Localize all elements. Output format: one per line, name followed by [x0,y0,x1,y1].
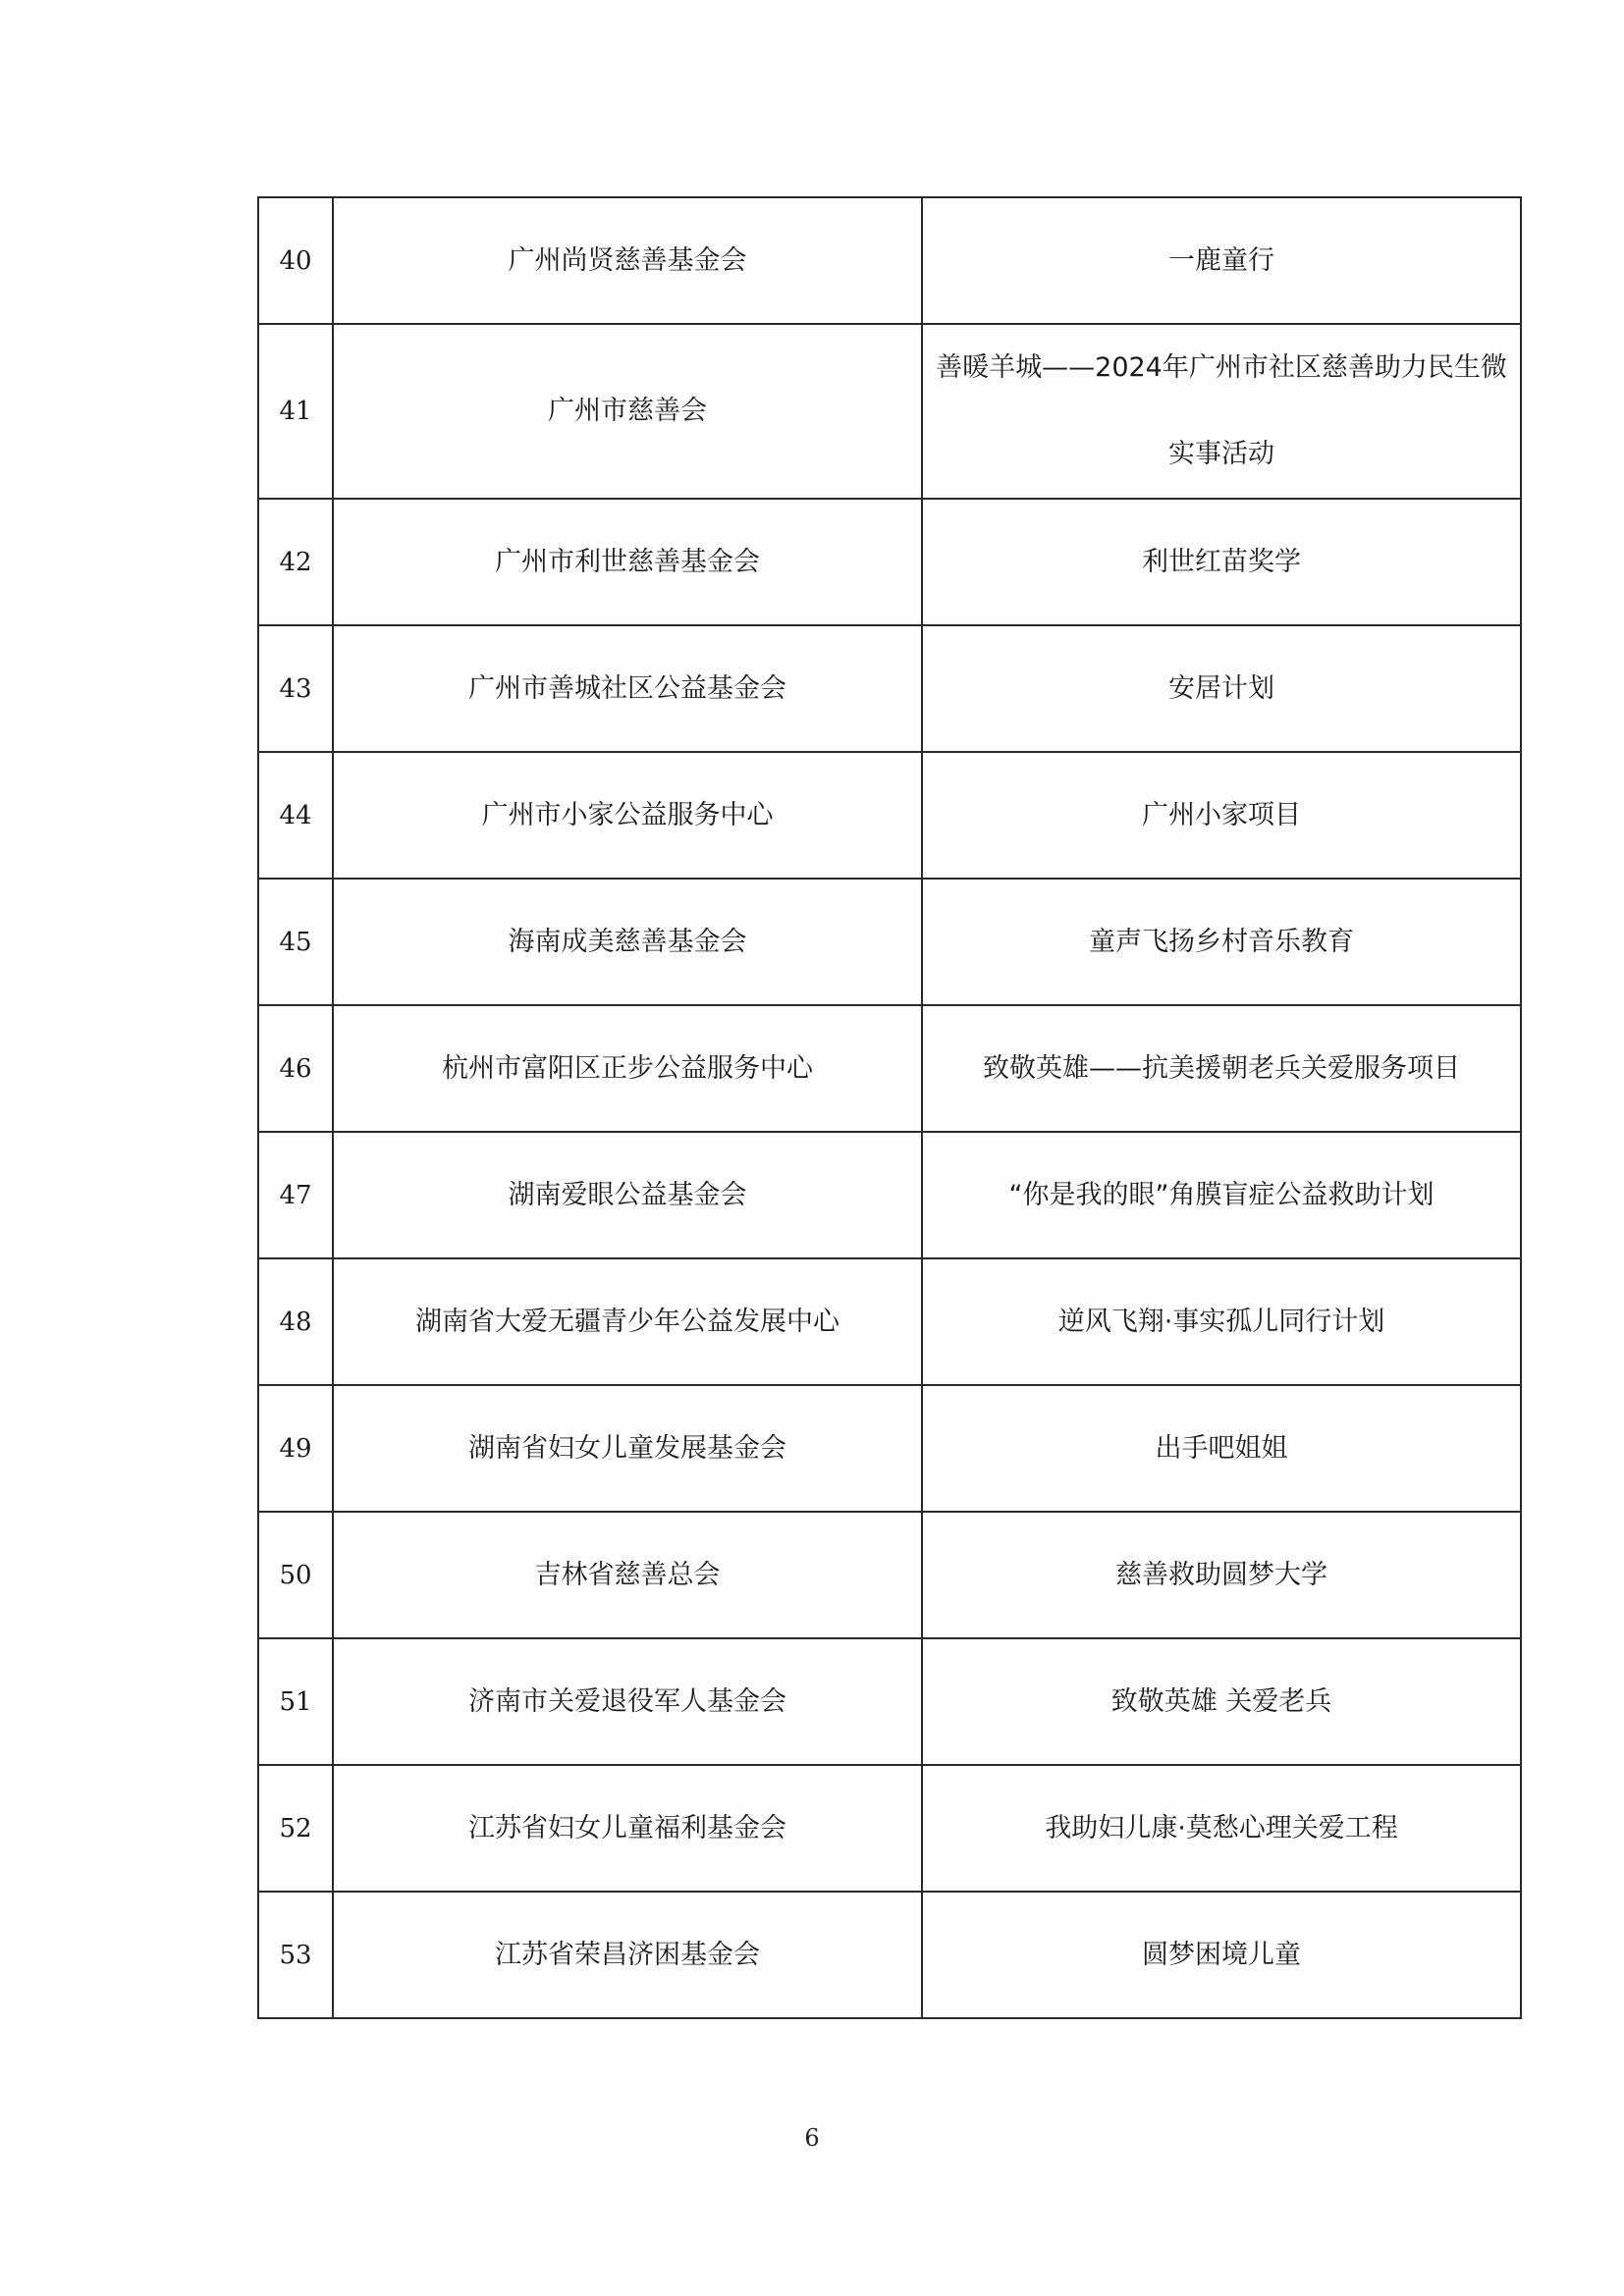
organization-name: 湖南省妇女儿童发展基金会 [333,1385,922,1512]
organization-name: 海南成美慈善基金会 [333,879,922,1005]
project-name: 一鹿童行 [922,197,1521,324]
table-row [258,197,1521,324]
project-name: 致敬英雄 关爱老兵 [922,1638,1521,1765]
row-number: 40 [258,197,333,324]
table-row [258,1005,1521,1132]
project-name: 善暖羊城——2024年广州市社区慈善助力民生微实事活动 [922,324,1521,499]
project-name: 我助妇儿康·莫愁心理关爱工程 [922,1765,1521,1892]
row-number: 44 [258,752,333,879]
page-number: 6 [804,2124,820,2152]
row-number: 50 [258,1512,333,1638]
project-table [257,196,1522,2019]
table-row [258,324,1521,499]
project-name: “你是我的眼”角膜盲症公益救助计划 [922,1132,1521,1258]
project-name: 出手吧姐姐 [922,1385,1521,1512]
row-number: 47 [258,1132,333,1258]
organization-name: 济南市关爱退役军人基金会 [333,1638,922,1765]
table-row [258,1258,1521,1385]
row-number: 41 [258,324,333,499]
project-name: 利世红苗奖学 [922,499,1521,625]
organization-name: 杭州市富阳区正步公益服务中心 [333,1005,922,1132]
organization-name: 江苏省妇女儿童福利基金会 [333,1765,922,1892]
organization-name: 湖南省大爱无疆青少年公益发展中心 [333,1258,922,1385]
row-number: 48 [258,1258,333,1385]
project-name: 逆风飞翔·事实孤儿同行计划 [922,1258,1521,1385]
organization-name: 广州尚贤慈善基金会 [333,197,922,324]
table-row [258,752,1521,879]
row-number: 45 [258,879,333,1005]
table-row [258,1512,1521,1638]
row-number: 52 [258,1765,333,1892]
row-number: 51 [258,1638,333,1765]
row-number: 49 [258,1385,333,1512]
organization-name: 江苏省荣昌济困基金会 [333,1892,922,2018]
table-row [258,879,1521,1005]
row-number: 53 [258,1892,333,2018]
project-name: 广州小家项目 [922,752,1521,879]
project-name: 慈善救助圆梦大学 [922,1512,1521,1638]
organization-name: 广州市善城社区公益基金会 [333,625,922,752]
project-name: 圆梦困境儿童 [922,1892,1521,2018]
organization-name: 广州市慈善会 [333,324,922,499]
table-row [258,1892,1521,2018]
row-number: 43 [258,625,333,752]
row-number: 42 [258,499,333,625]
table-row [258,625,1521,752]
table-row [258,1638,1521,1765]
table-row [258,1132,1521,1258]
project-name: 致敬英雄——抗美援朝老兵关爱服务项目 [922,1005,1521,1132]
project-name: 童声飞扬乡村音乐教育 [922,879,1521,1005]
table-row [258,1385,1521,1512]
organization-name: 广州市利世慈善基金会 [333,499,922,625]
table-row [258,1765,1521,1892]
organization-name: 广州市小家公益服务中心 [333,752,922,879]
organization-name: 湖南爱眼公益基金会 [333,1132,922,1258]
organization-name: 吉林省慈善总会 [333,1512,922,1638]
table-row [258,499,1521,625]
project-name: 安居计划 [922,625,1521,752]
row-number: 46 [258,1005,333,1132]
